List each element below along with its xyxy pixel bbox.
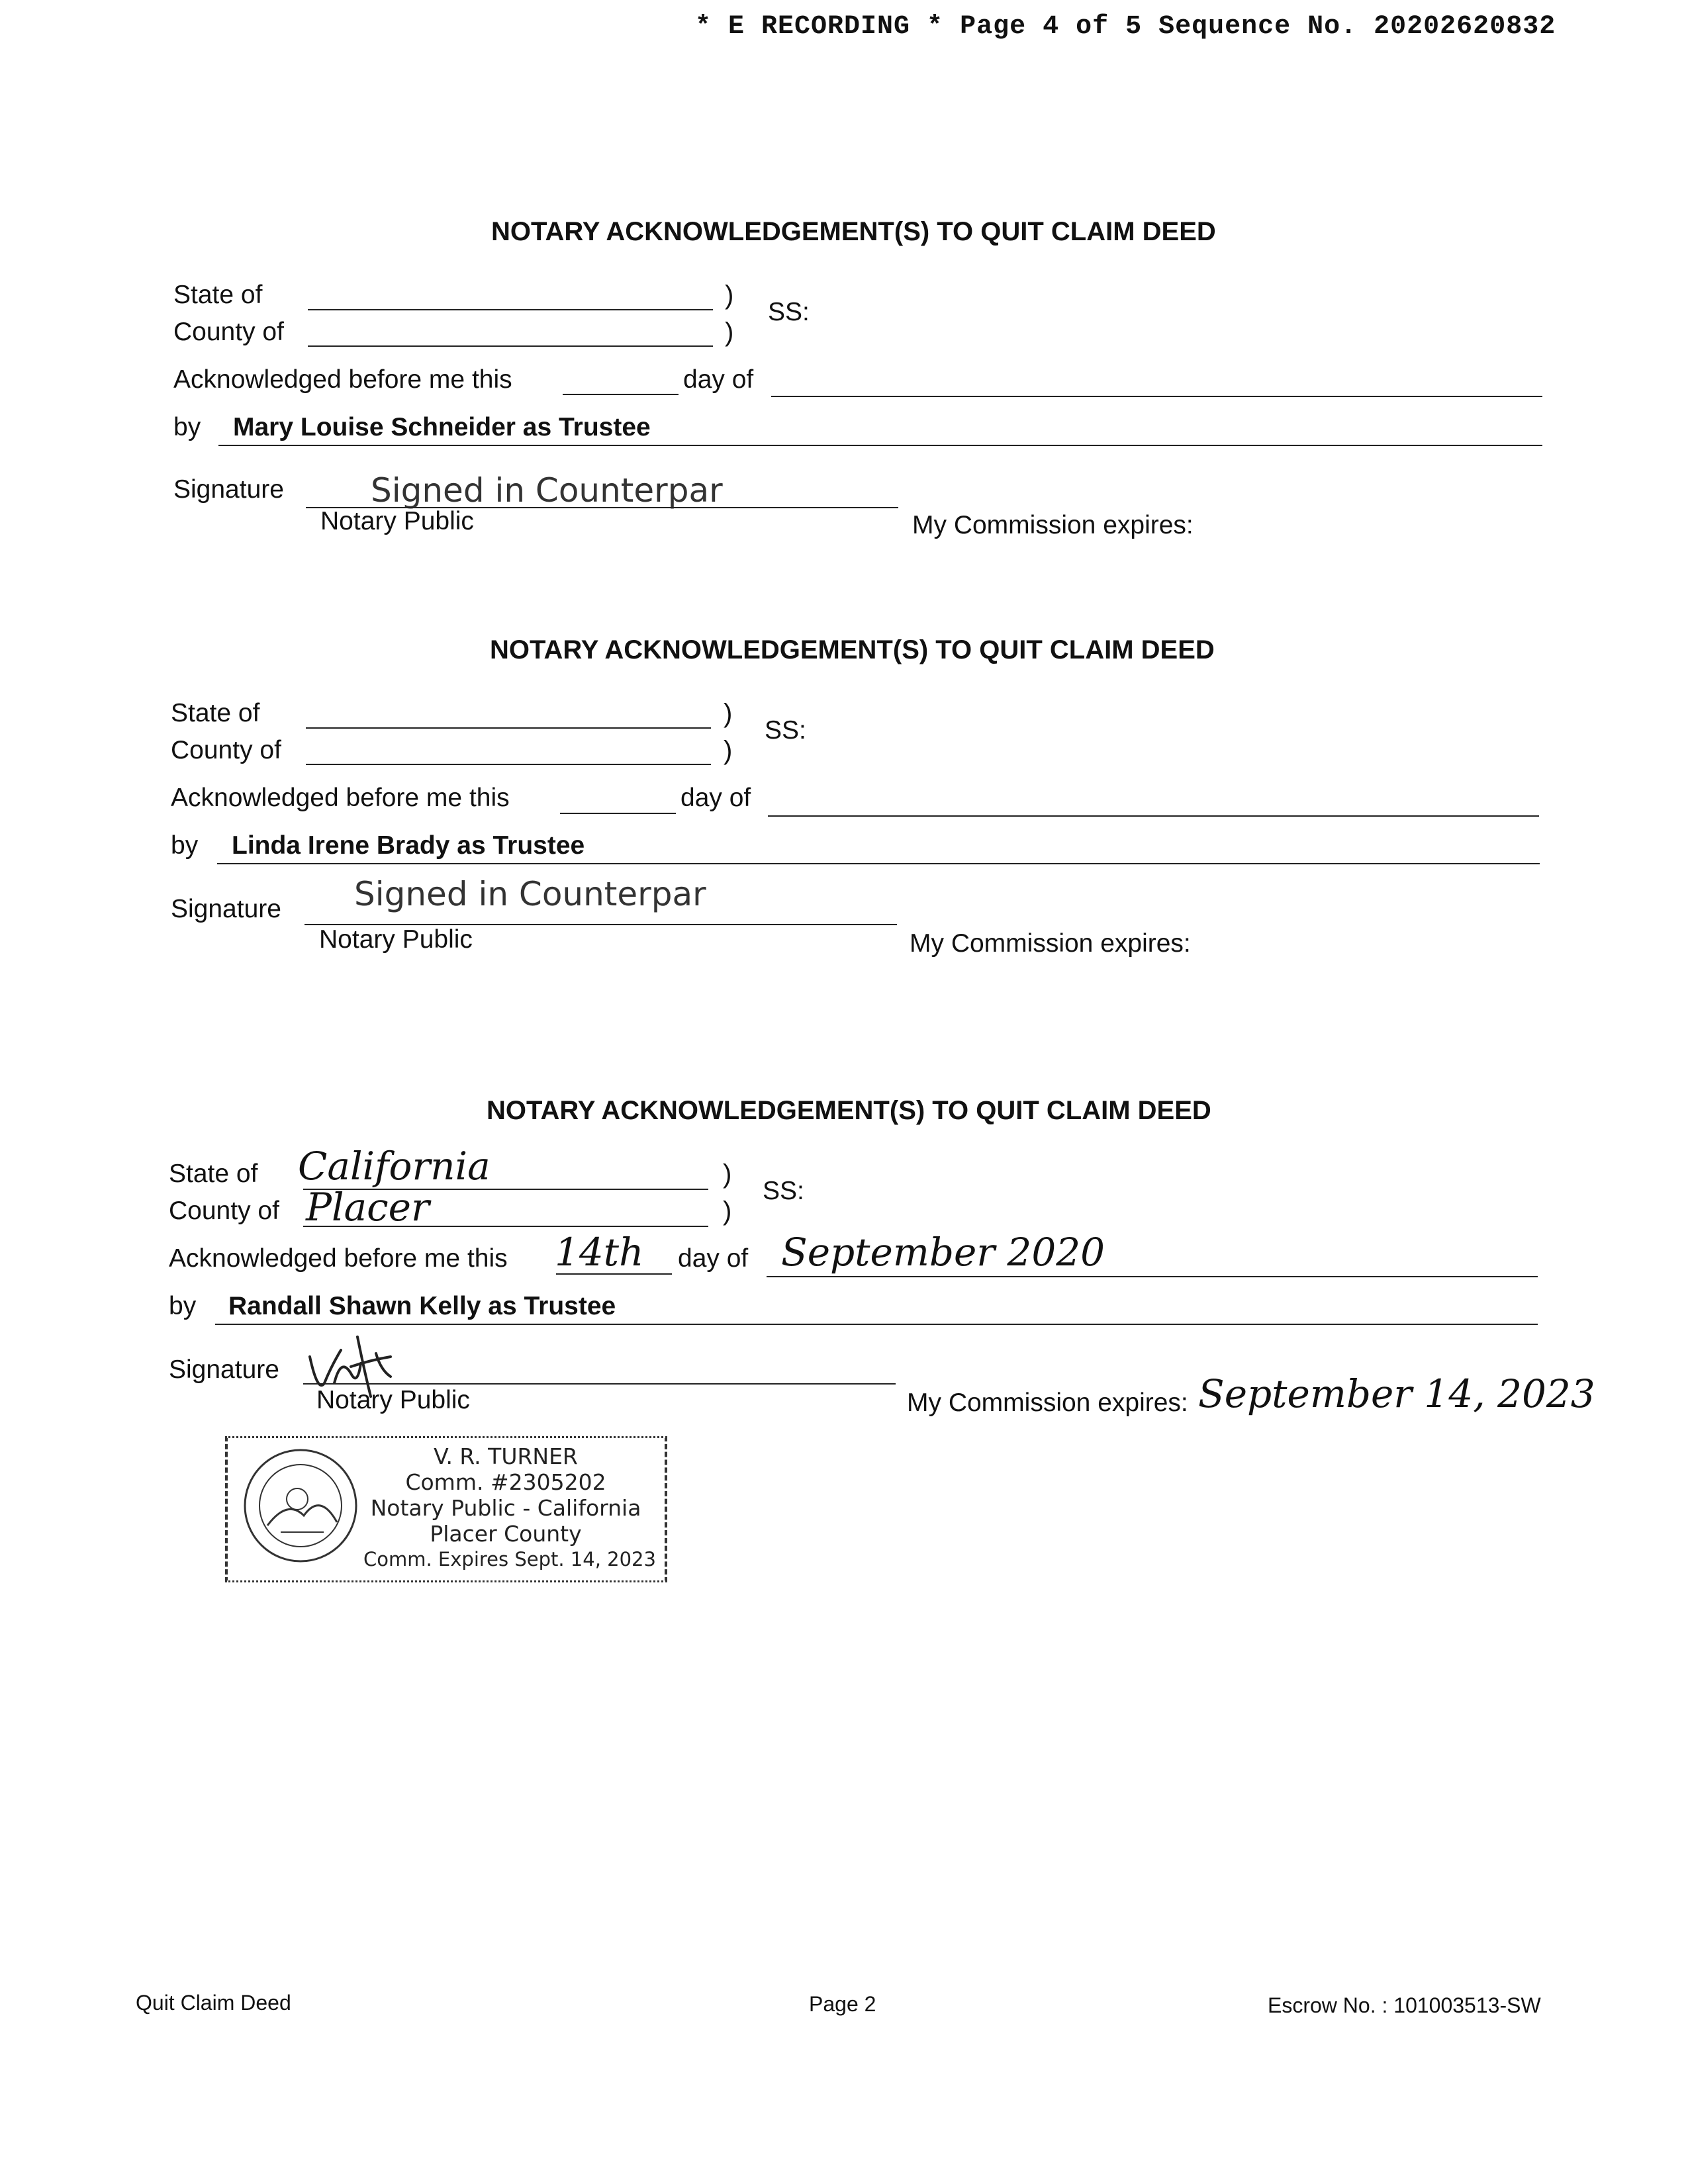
acknowledged-label: Acknowledged before me this <box>169 1244 508 1273</box>
party-name: Linda Irene Brady as Trustee <box>232 831 585 860</box>
day-line[interactable] <box>556 1273 672 1275</box>
county-label: County of <box>169 1197 279 1225</box>
month-year-handwritten: September 2020 <box>781 1230 1105 1275</box>
day-handwritten: 14th <box>555 1230 644 1275</box>
state-handwritten: California <box>298 1144 491 1189</box>
paren: ) <box>725 318 734 347</box>
signature-label: Signature <box>171 895 281 923</box>
state-line[interactable] <box>308 309 713 310</box>
notary-public-label: Notary Public <box>320 507 474 535</box>
signed-in-counterpart: Signed in Counterpar <box>354 875 706 913</box>
by-label: by <box>173 413 201 441</box>
commission-expires-handwritten: September 14, 2023 <box>1198 1371 1595 1416</box>
month-line[interactable] <box>767 1276 1538 1277</box>
county-label: County of <box>171 736 281 764</box>
signed-in-counterpart: Signed in Counterpar <box>371 471 723 510</box>
ss-label: SS: <box>763 1177 804 1205</box>
notary-stamp <box>225 1436 667 1582</box>
stamp-title: Notary Public - California <box>370 1495 641 1521</box>
county-label: County of <box>173 318 284 346</box>
day-line[interactable] <box>560 813 676 814</box>
footer-escrow-number: Escrow No. : 101003513-SW <box>1268 1993 1541 2017</box>
by-line <box>218 445 1542 446</box>
commission-label: My Commission expires: <box>912 511 1194 539</box>
county-handwritten: Placer <box>306 1185 430 1230</box>
stamp-text <box>363 1443 656 1572</box>
footer-doc-title: Quit Claim Deed <box>136 1991 291 2015</box>
acknowledged-label: Acknowledged before me this <box>173 365 512 394</box>
by-label: by <box>169 1292 197 1320</box>
day-of-label: day of <box>678 1244 749 1273</box>
ss-label: SS: <box>768 298 810 326</box>
stamp-expires: Comm. Expires Sept. 14, 2023 <box>363 1548 656 1570</box>
block-title: NOTARY ACKNOWLEDGEMENT(S) TO QUIT CLAIM DEED <box>487 1096 1211 1125</box>
signature-label: Signature <box>169 1355 279 1384</box>
day-of-label: day of <box>683 365 754 394</box>
month-line[interactable] <box>771 396 1542 397</box>
day-of-label: day of <box>680 784 751 812</box>
ss-label: SS: <box>765 716 806 745</box>
county-line[interactable] <box>303 1226 708 1227</box>
signature-label: Signature <box>173 475 284 504</box>
state-label: State of <box>173 281 263 309</box>
block-title: NOTARY ACKNOWLEDGEMENT(S) TO QUIT CLAIM DEED <box>491 217 1216 246</box>
acknowledged-label: Acknowledged before me this <box>171 784 510 812</box>
by-label: by <box>171 831 199 860</box>
county-line[interactable] <box>308 345 713 347</box>
block-title: NOTARY ACKNOWLEDGEMENT(S) TO QUIT CLAIM DEED <box>490 635 1215 664</box>
stamp-name: V. R. TURNER <box>434 1443 578 1469</box>
paren: ) <box>724 736 733 765</box>
notary-public-label: Notary Public <box>316 1386 470 1414</box>
footer-page-number: Page 2 <box>809 1992 876 2016</box>
paren: ) <box>725 281 734 310</box>
state-label: State of <box>171 699 260 727</box>
paren: ) <box>723 1197 732 1226</box>
party-name: Mary Louise Schneider as Trustee <box>233 413 651 441</box>
commission-label: My Commission expires: <box>910 929 1191 958</box>
stamp-county: Placer County <box>430 1521 582 1547</box>
signature-line[interactable] <box>303 1383 896 1385</box>
by-line <box>217 863 1540 864</box>
commission-label: My Commission expires: <box>907 1388 1188 1417</box>
stamp-commission: Comm. #2305202 <box>405 1469 606 1495</box>
california-seal-icon <box>241 1446 360 1565</box>
notary-public-label: Notary Public <box>319 925 473 954</box>
paren: ) <box>724 699 733 728</box>
by-line <box>215 1324 1538 1325</box>
state-label: State of <box>169 1160 258 1188</box>
county-line[interactable] <box>306 764 711 765</box>
recording-header: * E RECORDING * Page 4 of 5 Sequence No. 20202620832 <box>695 12 1556 42</box>
state-line[interactable] <box>306 727 711 729</box>
month-line[interactable] <box>768 815 1539 817</box>
party-name: Randall Shawn Kelly as Trustee <box>228 1292 616 1320</box>
paren: ) <box>723 1160 732 1189</box>
day-line[interactable] <box>563 394 679 395</box>
